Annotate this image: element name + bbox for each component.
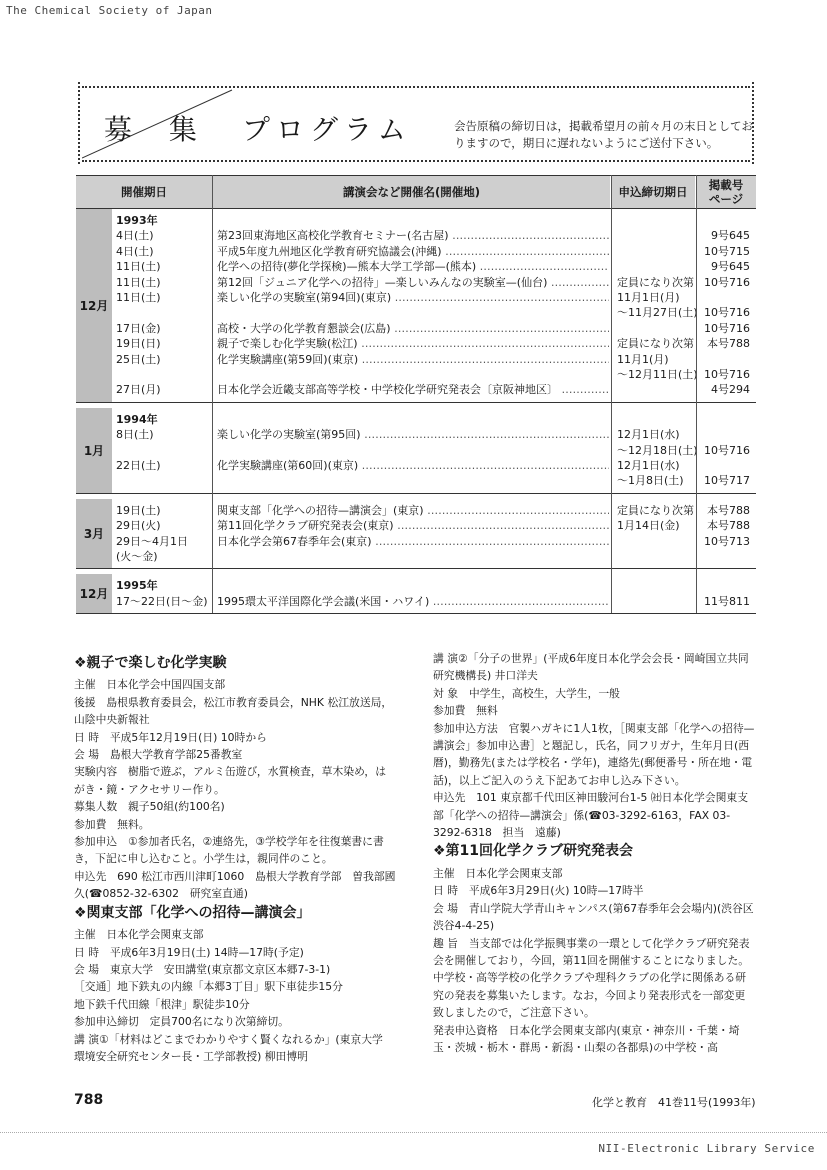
- row-date: 4日(土): [116, 244, 154, 258]
- month-divider: [76, 613, 756, 614]
- row-date: 17～22日(日～金): [116, 594, 208, 608]
- article-line: 会 場 東京大学 安田講堂(東京都文京区本郷7-3-1): [74, 962, 331, 976]
- article-line: 申込先 101 東京都千代田区神田駿河台1-5 ㈳日本化学会関東支部「化学への招待—講演会」係(☎03-3292-6163，FAX 03-3292-6318 担当 遠藤): [433, 791, 749, 840]
- row-page: 10号716: [704, 321, 750, 335]
- row-date: 11日(土): [116, 291, 161, 304]
- row-deadline: ～11月27日(土): [617, 306, 698, 320]
- row-date: 8日(土): [116, 428, 154, 442]
- row-event: 化学への招待(夢化学探検)—熊本大学工学部—(熊本) ……………………………………………………………………………………………………………: [217, 259, 609, 274]
- article-line: 参加費 無料: [433, 704, 498, 718]
- article-line: 参加申込方法 官製ハガキに1人1枚，［関東支部「化学への招待—講演会」参加申込書］と題記し，氏名，同フリガナ，生年月日(西暦)，勤務先(または学校名・学年)，連絡先(郵便番号・所在地・電話)，以上ご記入のうえ下記あてお申し込み下さい。: [433, 721, 755, 787]
- article-line: 主催 日本化学会関東支部: [433, 866, 563, 880]
- row-date: 22日(土): [116, 459, 161, 472]
- month-label: 12月: [76, 574, 112, 613]
- row-event: 化学実験講座(第60回)(東京) ……………………………………………………………………………………………………………: [217, 458, 609, 473]
- article-line: 会 場 青山学院大学青山キャンパス(第67春季年会会場内)(渋谷区渋谷4-4-25): [433, 901, 754, 933]
- article-title: ❖関東支部「化学への招待—講演会」: [74, 904, 311, 921]
- row-deadline: 12月1日(水): [617, 428, 680, 442]
- row-page: 10号717: [704, 474, 750, 488]
- article-body: [433, 865, 755, 1056]
- article-line: 会 場 島根大学教育学部25番教室: [74, 748, 243, 762]
- row-deadline: 11月1日(月): [617, 291, 680, 304]
- row-page: 本号788: [707, 337, 750, 351]
- column-divider: [611, 175, 612, 613]
- footer-divider: [0, 1132, 827, 1133]
- column-divider: [696, 175, 697, 613]
- header-date: 開催期日: [76, 175, 212, 208]
- banner-note: 会告原稿の締切日は，掲載希望月の前々月の末日としておりますので，期日に遅れないようにご送付下さい。: [454, 119, 753, 150]
- row-deadline: 1月14日(金): [617, 519, 680, 533]
- schedule-table: [76, 175, 756, 617]
- row-date: 19日(日): [116, 337, 161, 351]
- header-event: 講演会など開催名(開催地): [213, 175, 610, 208]
- article-line: 主催 日本化学会関東支部: [74, 928, 204, 942]
- row-date: 4日(土): [116, 229, 154, 243]
- row-page: 10号713: [704, 534, 750, 548]
- row-page: 10号716: [704, 368, 750, 381]
- row-event: 日本化学会近畿支部高等学校・中学校化学研究発表会〔京阪神地区〕 ……………………………………………………………………………………………………………: [217, 382, 609, 397]
- row-event: 第12回「ジュニア化学への招待」—楽しいみんなの実験室—(仙台) ……………………………………………………………………………………………………………: [217, 275, 609, 290]
- article-body-continued: [433, 650, 755, 841]
- article-line: 募集人数 親子50組(約100名): [74, 800, 225, 814]
- row-event: 1995環太平洋国際化学会議(米国・ハワイ) ……………………………………………………………………………………………………………: [217, 594, 609, 609]
- month-divider: [76, 493, 756, 494]
- source-footer: NII-Electronic Library Service: [598, 1142, 815, 1155]
- row-event: 親子で楽しむ化学実験(松江) ……………………………………………………………………………………………………………: [217, 336, 609, 351]
- month-divider: [76, 568, 756, 569]
- row-page: 10号716: [704, 275, 750, 289]
- page-number: 788: [74, 1092, 104, 1108]
- row-page: 10号715: [704, 244, 750, 258]
- row-page: 9号645: [711, 229, 750, 243]
- row-deadline: ～1月8日(土): [617, 474, 684, 488]
- row-deadline: ～12月18日(土): [617, 443, 698, 457]
- article-line: 実験内容 樹脂で遊ぶ，アルミ缶遊び，水質検査，草木染め，はがき・鏡・アクセサリー作り。: [74, 765, 387, 796]
- banner-title-program: プログラム: [242, 113, 412, 146]
- row-event: 化学実験講座(第59回)(東京) ……………………………………………………………………………………………………………: [217, 352, 609, 367]
- row-date: 17日(金): [116, 321, 161, 335]
- header-page: 掲載号 ページ: [696, 175, 756, 208]
- column-divider: [212, 175, 213, 613]
- article-title: ❖親子で楽しむ化学実験: [74, 655, 227, 671]
- article-line: 主催 日本化学会中国四国支部: [74, 678, 226, 692]
- article-body: [74, 676, 396, 902]
- row-page: 4号294: [711, 383, 750, 397]
- month-label: 1月: [76, 408, 112, 493]
- article-line: 申込先 690 松江市西川津町1060 島根大学教育学部 曽我部國久(☎0852-32-6302 研究室直通): [74, 869, 396, 901]
- row-date: 29日～4月1日: [116, 534, 188, 548]
- row-deadline: 11月1(月): [617, 352, 669, 366]
- row-page: 11号811: [704, 594, 750, 608]
- article-line: 地下鉄千代田線「根津」駅徒歩10分: [74, 997, 250, 1011]
- banner-title-main: 募 集: [104, 113, 211, 146]
- row-deadline: 定員になり次第: [617, 275, 694, 289]
- row-page: 本号788: [707, 503, 750, 517]
- article-title: ❖第11回化学クラブ研究発表会: [433, 843, 634, 860]
- header-deadline: 申込締切期日: [611, 175, 695, 208]
- row-date: 25日(土): [116, 352, 161, 366]
- row-deadline: ～12月11日(土): [617, 368, 698, 381]
- right-column: [433, 650, 755, 1056]
- year-label: 1993年: [116, 214, 158, 227]
- article-line: 発表申込資格 日本化学会関東支部内(東京・神奈川・千葉・埼玉・茨城・栃木・群馬・新潟・山梨の各都県)の中学校・高: [433, 1023, 740, 1054]
- row-event: 高校・大学の化学教育懇談会(広島) ……………………………………………………………………………………………………………: [217, 321, 609, 336]
- row-page: 9号645: [711, 260, 750, 274]
- article-line: 日 時 平成6年3月19日(土) 14時—17時(予定): [74, 945, 304, 959]
- row-deadline: 12月1日(水): [617, 459, 680, 472]
- article-line: 講 演②「分子の世界」(平成6年度日本化学会会長・岡崎国立共同研究機構長) 井口洋夫: [433, 652, 749, 683]
- row-date: (火～金): [116, 550, 158, 563]
- article-line: ［交通］地下鉄丸の内線「本郷3丁目」駅下車徒歩15分: [74, 980, 343, 994]
- journal-citation: 化学と教育 41巻11号(1993年): [592, 1096, 756, 1109]
- article-line: 講 演①「材料はどこまでわかりやすく賢くなれるか」(東京大学 環境安全研究センター長・工学部教授) 柳田博明: [74, 1032, 394, 1063]
- row-event: 第23回東海地区高校化学教育セミナー(名古屋) ……………………………………………………………………………………………………………: [217, 228, 609, 243]
- row-deadline: 定員になり次第: [617, 503, 694, 517]
- article-line: 日 時 平成5年12月19日(日) 10時から: [74, 730, 267, 744]
- article-line: 参加申込 ①参加者氏名，②連絡先，③学校学年を往復葉書に書き，下記に申し込むこと。小学生は，親同伴のこと。: [74, 835, 384, 866]
- year-label: 1995年: [116, 579, 158, 593]
- row-date: 19日(土): [116, 503, 161, 517]
- left-column: [74, 652, 396, 1065]
- row-event: 日本化学会第67春季年会(東京) ……………………………………………………………………………………………………………: [217, 534, 609, 549]
- article-line: 日 時 平成6年3月29日(火) 10時—17時半: [433, 884, 644, 898]
- row-event: 楽しい化学の実験室(第94回)(東京) ……………………………………………………………………………………………………………: [217, 290, 609, 305]
- year-label: 1994年: [116, 412, 158, 426]
- source-header: The Chemical Society of Japan: [6, 4, 213, 17]
- month-label: 3月: [76, 499, 112, 569]
- month-label: 12月: [76, 209, 112, 402]
- article-line: 参加申込締切 定員700名になり次第締切。: [74, 1015, 289, 1029]
- row-date: 11日(土): [116, 275, 161, 289]
- article-line: 対 象 中学生，高校生，大学生，一般: [433, 686, 620, 700]
- article-line: 趣 旨 当支部では化学振興事業の一環として化学クラブ研究発表会を開催しており，今回，第11回を開催することになりました。中学校・高等学校の化学クラブや理科クラブの化学に関係ある研究の発表を募集いたします。なお，今回より発表形式を一部変更致しましたので，ご注意下さい。: [433, 936, 750, 1020]
- month-divider: [76, 402, 756, 403]
- row-deadline: 定員になり次第: [617, 337, 694, 351]
- row-event: 第11回化学クラブ研究発表会(東京) ……………………………………………………………………………………………………………: [217, 518, 609, 533]
- row-page: 本号788: [707, 519, 750, 533]
- article-line: 参加費 無料。: [74, 817, 150, 831]
- row-event: 楽しい化学の実験室(第95回) ……………………………………………………………………………………………………………: [217, 427, 609, 442]
- article-line: 後援 島根県教育委員会，松江市教育委員会，NHK 松江放送局，山陰中央新報社: [74, 695, 393, 727]
- row-date: 27日(月): [116, 383, 161, 397]
- row-page: 10号716: [704, 443, 750, 457]
- row-date: 29日(火): [116, 519, 161, 533]
- table-top-rule: [76, 175, 756, 176]
- table-header-rule: [76, 208, 756, 209]
- row-page: 10号716: [704, 306, 750, 320]
- row-date: 11日(土): [116, 260, 161, 274]
- title-banner: [82, 86, 753, 162]
- row-event: 関東支部「化学への招待—講演会」(東京) ……………………………………………………………………………………………………………: [217, 503, 609, 518]
- row-event: 平成5年度九州地区化学教育研究協議会(沖縄) ……………………………………………………………………………………………………………: [217, 244, 609, 259]
- article-body: [74, 926, 396, 1065]
